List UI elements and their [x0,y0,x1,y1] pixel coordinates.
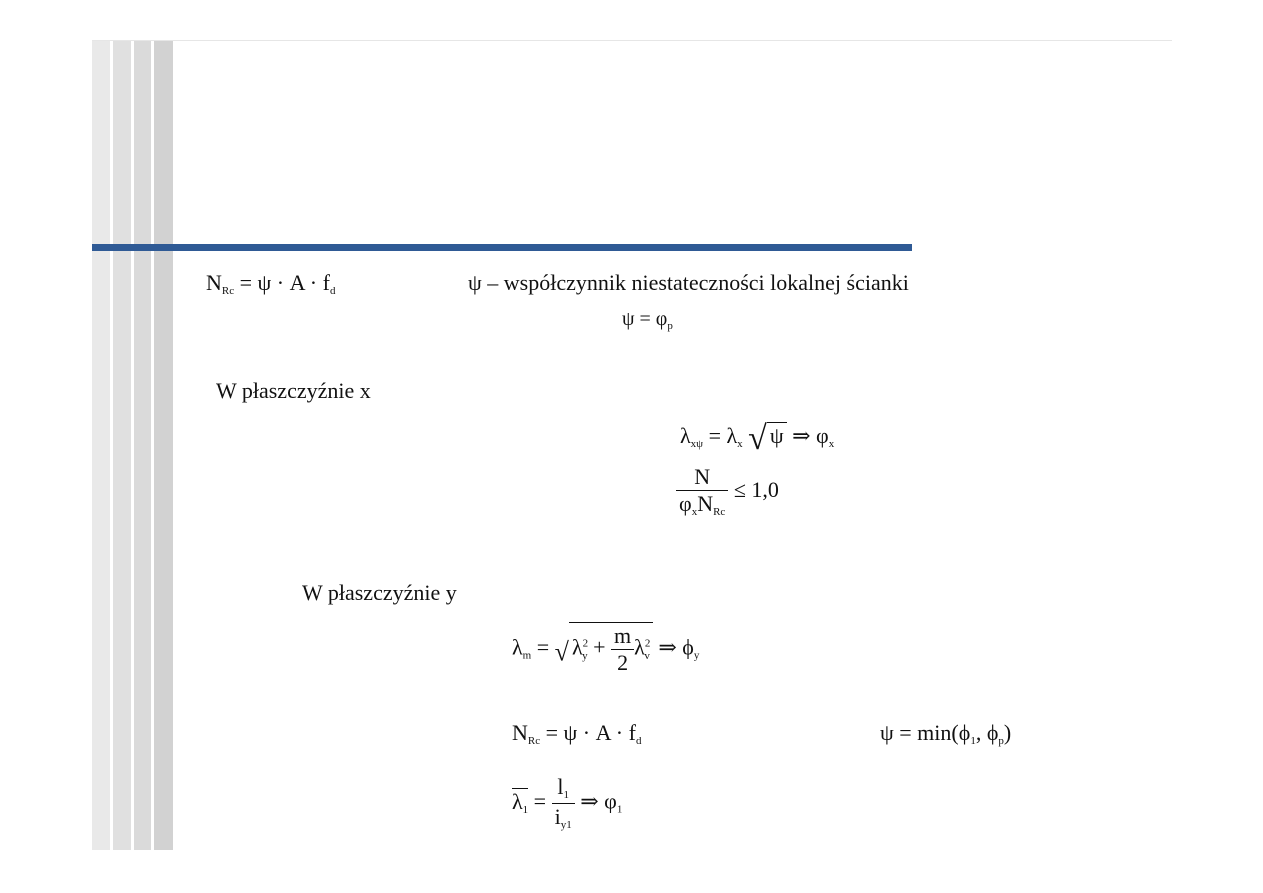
m-numerator: m [611,625,634,650]
psi-min-close: ) [1003,720,1012,745]
top-formula-rhs-sub: d [329,285,336,297]
l-over-i [552,776,575,831]
lambda-y-sub: y [582,649,588,662]
den-phi: φ [679,491,692,516]
l-sub: 1 [563,789,569,801]
psi-equals [622,309,673,332]
psi-min-sub1: 1 [970,735,976,747]
lambda-bar [512,788,528,816]
eq1-equals: = λ [708,423,738,448]
lambda-v: λ [634,634,645,660]
psi-min-sub2: p [998,735,1004,747]
section-x-eq1 [680,422,834,456]
title-rule [92,244,912,251]
section-x-heading: W płaszczyźnie x [216,378,371,403]
den-phi-sub: x [691,506,698,518]
sqrt: √ ψ [748,422,786,456]
lambda-1: λ [512,788,523,814]
psi-definition: ψ – współczynnik niestateczności lokalnej ścianki [468,270,909,295]
lambda-y-sup: 2 [582,637,589,650]
two-denominator: 2 [617,650,629,675]
fraction [676,466,728,518]
y-eq2-lhs: N [512,720,528,745]
lambda-v-sub: v [644,649,650,662]
top-border-line [92,40,1172,41]
lambda-1-sub: 1 [522,803,529,816]
eq2-rhs: ≤ 1,0 [733,477,779,503]
y-eq2-rhs-sub: d [635,735,642,747]
y-eq3-equals: = [533,788,547,814]
lambda-sub: xψ [690,438,704,450]
y-eq3-implies-sub: 1 [616,803,623,816]
m-over-2 [611,625,634,674]
l-symbol: l [557,774,564,799]
psi-min-text: ψ = min(ϕ [880,720,971,745]
eq1-equals-sub: x [737,438,743,450]
y-eq2-lhs-sub: Rc [527,735,541,747]
den-N: N [697,491,714,516]
plus-sign: + [593,634,606,660]
top-formula [206,272,335,297]
section-y-eq1 [512,622,699,674]
section-y-eq3 [512,776,622,831]
section-y-psi-min [880,722,1011,747]
top-formula-lhs: N [206,270,222,295]
y-eq1-implies-sub: y [693,649,700,662]
y-eq3-implies: ⇒ φ [580,788,617,814]
lambda-m: λ [512,634,523,660]
psi-equals-text: ψ = φ [622,308,668,330]
sqrt-big: √ $\lambda^2_y$ + $\frac{m}{2}$ $\lambda^2_v$ [555,622,653,674]
decorative-stripes [92,41,173,850]
y-eq1-implies: ⇒ ϕ [658,634,694,660]
lambda-v-sup: 2 [644,637,651,650]
y-eq1-equals: = [536,634,550,660]
section-x-eq2 [676,466,779,518]
top-formula-lhs-sub: Rc [221,285,235,297]
lambda-m-sub: m [522,649,532,662]
i-symbol: i [554,804,561,829]
section-y-heading: W płaszczyźnie y [302,580,457,605]
psi-equals-sub: p [667,320,673,332]
eq1-implies-sub: x [828,438,835,450]
eq1-implies: ⇒ φ [792,423,829,448]
lambda-y: λ [571,634,583,660]
sqrt-big-radicand [569,622,653,674]
y-eq2-rhs: = ψ · A · f [545,720,636,745]
l-numerator [552,776,575,804]
lambda-symbol: λ [680,423,691,448]
fraction-denominator [676,491,728,518]
top-formula-rhs: = ψ · A · f [239,270,330,295]
sqrt-radicand: ψ [767,422,787,447]
psi-min-sep: , ϕ [975,720,999,745]
section-y-eq2 [512,722,641,747]
fraction-numerator: N [676,466,728,491]
den-N-sub: Rc [713,506,726,518]
i-sub: y1 [560,819,572,831]
i-denominator [552,804,575,831]
